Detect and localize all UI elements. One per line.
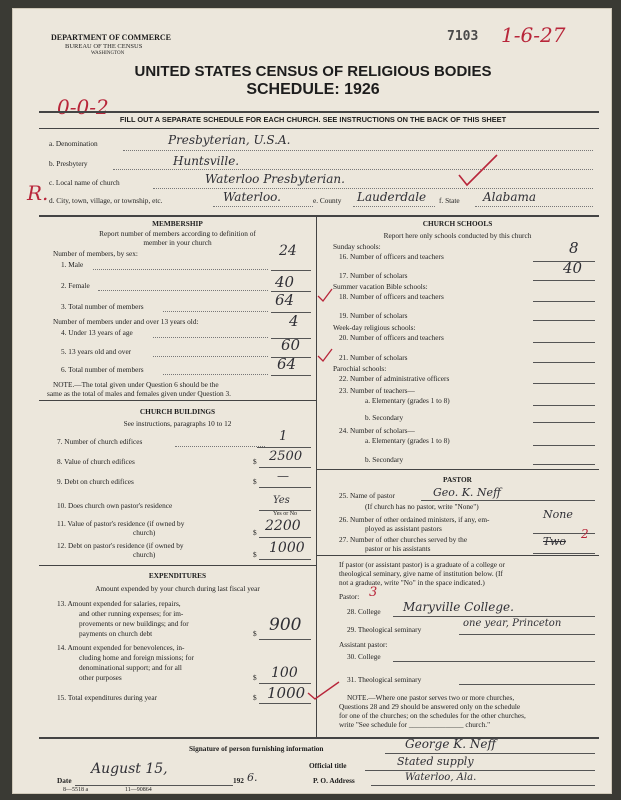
date-value: August 15,	[91, 761, 168, 777]
q9-label: 9. Debt on church edifices	[57, 477, 134, 486]
q29-label: 29. Theological seminary	[347, 625, 422, 634]
membership-title: MEMBERSHIP	[152, 219, 203, 228]
schools-instr: Report here only schools conducted by this church	[383, 231, 532, 240]
official-title-value: Stated supply	[397, 755, 474, 768]
stamp-number: 7103	[447, 29, 479, 44]
denomination-label: a. Denomination	[49, 139, 98, 148]
q13-label-4: payments on church debt	[79, 629, 153, 638]
q7-label: 7. Number of church edifices	[57, 437, 143, 446]
form-subtitle: SCHEDULE: 1926	[246, 81, 380, 98]
membership-note-1: NOTE.—The total given under Question 6 should be the	[53, 380, 219, 389]
q24a-label: a. Elementary (grades 1 to 8)	[365, 436, 450, 445]
po-address-value: Waterloo, Ala.	[405, 772, 477, 783]
q5-value: 60	[281, 336, 301, 354]
q27-value: Two	[543, 535, 566, 548]
signature-label: Signature of person furnishing information	[189, 744, 324, 753]
graduate-instr-1: If pastor (or assistant pastor) is a graduate of a college or	[339, 560, 505, 569]
state-value: Alabama	[483, 190, 537, 204]
form-instruction: FILL OUT A SEPARATE SCHEDULE FOR EACH CHURCH. SEE INSTRUCTIONS ON THE BACK OF THIS SHEET	[119, 115, 507, 124]
q5-label: 5. 13 years old and over	[61, 347, 132, 356]
margin-mark: R.	[27, 181, 49, 205]
q8-label: 8. Value of church edifices	[57, 457, 135, 466]
body-rule-top	[39, 215, 599, 217]
pastor-note-4: write "See schedule for _______________ church."	[339, 720, 491, 729]
q10-hint: Yes or No	[273, 511, 298, 517]
pastor-note-3: for one of the churches; on the schedules for the other churches,	[339, 711, 526, 720]
q13-label-2: and other running expenses; for im-	[79, 609, 184, 618]
q10-label: 10. Does church own pastor's residence	[57, 501, 173, 510]
weekday-schools-label: Week-day religious schools:	[333, 323, 416, 332]
pastor-note-2: Questions 28 and 29 should be answered only on the schedule	[339, 702, 521, 711]
q4-label: 4. Under 13 years of age	[61, 328, 133, 337]
parochial-schools-label: Parochial schools:	[333, 364, 387, 373]
church-name-label: c. Local name of church	[49, 178, 120, 187]
q3-value: 64	[275, 291, 295, 309]
q2-value: 40	[275, 273, 295, 291]
q25-value: Geo. K. Neff	[433, 486, 501, 499]
q23-label: 23. Number of teachers—	[339, 386, 415, 395]
q14-label-4: other purposes	[79, 673, 122, 682]
q11-label-2: church)	[133, 528, 156, 537]
po-address-label: P. O. Address	[313, 776, 355, 785]
official-title-label: Official title	[309, 761, 347, 770]
q11-value: 2200	[265, 518, 301, 534]
q1-value: 24	[279, 243, 297, 259]
q9-value: —	[277, 469, 289, 483]
q22-label: 22. Number of administrative officers	[339, 374, 450, 383]
pastor-note-1: NOTE.—Where one pastor serves two or more churches,	[347, 693, 515, 702]
q10-value: Yes	[273, 495, 290, 506]
q16-value: 8	[569, 239, 579, 257]
graduate-instr-3: not a graduate, write "No" in the space indicated.)	[339, 578, 485, 587]
q16-label: 16. Number of officers and teachers	[339, 252, 444, 261]
q17-label: 17. Number of scholars	[339, 271, 408, 280]
q13-value: 900	[269, 615, 302, 635]
red-check-mark	[453, 151, 503, 191]
year-value: 6.	[247, 771, 258, 784]
form-code-1: 8—5518 a	[63, 787, 89, 793]
buildings-instr: See instructions, paragraphs 10 to 12	[123, 419, 232, 428]
q29-value: one year, Princeton	[463, 618, 562, 629]
q11-label-1: 11. Value of pastor's residence (if owned by	[57, 519, 185, 528]
q15-label: 15. Total expenditures during year	[57, 693, 158, 702]
q27-label-2: pastor or his assistants	[365, 544, 431, 553]
city-heading: WASHINGTON	[91, 51, 125, 56]
city-label: d. City, town, village, or township, etc.	[49, 196, 163, 205]
pastor-subheading: Pastor:	[339, 592, 360, 601]
date-label: Date	[57, 776, 72, 785]
q27-red-value: 2	[581, 527, 589, 541]
q6-label: 6. Total number of members	[61, 365, 144, 374]
q18-label: 18. Number of officers and teachers	[339, 292, 444, 301]
q15-value: 1000	[267, 684, 306, 702]
q20-label: 20. Number of officers and teachers	[339, 333, 444, 342]
q24b-label: b. Secondary	[365, 455, 404, 464]
header-rule-top	[39, 111, 599, 113]
q6-value: 64	[277, 355, 297, 373]
q28-value: Maryville College.	[403, 600, 514, 614]
age-line-label: Number of members under and over 13 years old:	[53, 317, 199, 326]
membership-instr-1: Report number of members according to definition of	[99, 229, 256, 238]
q14-label-3: denominational support; and for all	[79, 663, 182, 672]
q25-label: 25. Name of pastor	[339, 491, 395, 500]
expenditures-title: EXPENDITURES	[148, 571, 207, 580]
county-label: e. County	[313, 196, 342, 205]
red-check-q21	[315, 347, 335, 365]
q26-value: None	[543, 508, 573, 521]
buildings-title: CHURCH BUILDINGS	[139, 407, 216, 416]
q7-value: 1	[279, 429, 288, 444]
census-schedule-sheet: DEPARTMENT OF COMMERCE BUREAU OF THE CENSUS WASHINGTON 7103 1-6-27 UNITED STATES CENSUS OF RELIGIOUS BODIES SCHEDULE: 1926 0-0-2 FILL OUT A SEPARATE SCHEDULE FOR EACH CHURCH. SEE INSTRUCTIONS ON THE BACK OF THIS SHEET a. Denomination Presbyterian, U.S.A. b. Presbytery Huntsville. c. Local name of church Waterloo Presbyterian. R. d. City, town, village, or township, etc. Waterloo. e. County Lauderdale f. State Alabama MEMBERSHIP Report number of members according to definition of member in your church Number of members, by sex: 1. Male 24 2. Female 40 3. Total number of members 64 Number of members under and over 13 years old: 4. Under 13 years of age 4 5. 13 years old and over 60 6. Total number of members 64 NOTE.—The total given under Question 6 should be the same as the total of males and females given under Question 3. CHURCH BUILDINGS See instructions, paragraphs 10 to 12 7. Number of church edifices 1 8. Value of church edifices $ 2500 9. Debt on church edifices $ — 10. Does church own pastor's residence Yes Yes or No 11. Value of pastor's residence (if owned by church) $ 2200 12. Debt on pastor's residence (if owned by church) $ 1000 EXPENDITURES Amount expended by your church during last fiscal year 13. Amount expended for salaries, repairs, and other running expenses; for im- provements or new buildings; and for payments on church debt $ 900 14. Amount expended for benevolences, in- cluding home and foreign missions; for denominational support; and for all other purposes $ 100 15. Total expenditures during year $ 1000 CHURCH SCHOOLS Report here only schools conducted by this church Sunday schools: 16. Number of officers and teachers 8 17. Number of scholars 40 Summer vacation Bible schools: 18. Number of officers and teachers 19. Number of scholars Week-day religious schools: 20. Number of officers and teachers 21. Number of scholars Parochial schools: 22. Number of administrative officers 23. Number of teachers— a. Elementary (grades 1 to 8) b. Secondary 24. Number of scholars— a. Elementary (grades 1 to 8) b. Secondary PASTOR 25. Name of pastor Geo. K. Neff (If church has no pastor, write "None") 26. Number of other ordained ministers, if any, em- ployed as assistant pastors None 27. Number of other churches served by the pastor or his assistants Two 2 If pastor (or assistant pastor) is a graduate of a college or theological seminary, give name of institution below. (If not a graduate, write "No" in the space indicated.) Pastor: 3 28. College Maryville College. 29. Theological seminary one year, Princeton Assistant pastor: 30. College 31. Theological seminary NOTE.—Where one pastor serves two or more churches, Questions 28 and 29 should be answered only on the schedule for one of the churches; on the schedules for the other churches, write "See schedule for _______________ church." Signature of person furnishing information George K. Neff Official title Stated supply Date August 15, 192 6. P. O. Address Waterloo, Ala. 8—5518 a 11—90864	[12, 8, 612, 794]
graduate-instr-2: theological seminary, give name of institution below. (If	[339, 569, 503, 578]
q14-label-2: cluding home and foreign missions; for	[79, 653, 194, 662]
expenditures-instr: Amount expended by your church during last fiscal year	[95, 584, 260, 593]
county-value: Lauderdale	[357, 190, 427, 204]
q27-label-1: 27. Number of other churches served by the	[339, 535, 468, 544]
q31-label: 31. Theological seminary	[347, 675, 422, 684]
signature-value: George K. Neff	[405, 737, 496, 751]
q24-label: 24. Number of scholars—	[339, 426, 415, 435]
pastor-title: PASTOR	[443, 475, 472, 484]
q4-value: 4	[289, 312, 299, 330]
q2-label: 2. Female	[61, 281, 90, 290]
q21-label: 21. Number of scholars	[339, 353, 408, 362]
q13-label-3: provements or new buildings; and for	[79, 619, 189, 628]
department-heading: DEPARTMENT OF COMMERCE	[51, 33, 172, 42]
q23b-label: b. Secondary	[365, 413, 404, 422]
pastor-red-mark: 3	[369, 585, 378, 600]
schools-title: CHURCH SCHOOLS	[422, 219, 493, 228]
assistant-pastor-subheading: Assistant pastor:	[339, 640, 388, 649]
header-rule-bottom	[39, 128, 599, 129]
year-prefix: 192	[233, 776, 244, 785]
stamp-date: 1-6-27	[501, 23, 566, 47]
presbytery-label: b. Presbytery	[49, 159, 88, 168]
q26-label-2: ployed as assistant pastors	[365, 524, 442, 533]
red-check-q18	[315, 287, 335, 305]
denomination-value: Presbyterian, U.S.A.	[168, 133, 291, 147]
form-title: UNITED STATES CENSUS OF RELIGIOUS BODIES	[134, 63, 492, 80]
church-name-value: Waterloo Presbyterian.	[205, 172, 345, 186]
q12-label-2: church)	[133, 550, 156, 559]
q1-label: 1. Male	[61, 260, 84, 269]
presbytery-value: Huntsville.	[173, 154, 240, 168]
q25-note: (If church has no pastor, write "None")	[365, 502, 479, 511]
form-code-2: 11—90864	[125, 787, 152, 793]
body-rule-bottom	[39, 737, 599, 739]
membership-instr-2: member in your church	[143, 238, 212, 247]
q28-label: 28. College	[347, 607, 381, 616]
red-code: 0-0-2	[57, 95, 109, 119]
q8-value: 2500	[269, 449, 303, 464]
q12-value: 1000	[269, 540, 305, 556]
city-value: Waterloo.	[223, 190, 281, 204]
q23a-label: a. Elementary (grades 1 to 8)	[365, 396, 450, 405]
bureau-heading: BUREAU OF THE CENSUS	[65, 43, 143, 50]
q12-label-1: 12. Debt on pastor's residence (if owned by	[57, 541, 184, 550]
red-check-q15	[305, 679, 345, 703]
membership-note-2: same as the total of males and females given under Question 3.	[47, 389, 231, 398]
sunday-schools-label: Sunday schools:	[333, 242, 381, 251]
q3-label: 3. Total number of members	[61, 302, 144, 311]
q26-label-1: 26. Number of other ordained ministers, if any, em-	[339, 515, 490, 524]
q14-label-1: 14. Amount expended for benevolences, in-	[57, 643, 185, 652]
q13-label-1: 13. Amount expended for salaries, repairs,	[57, 599, 181, 608]
q30-label: 30. College	[347, 652, 381, 661]
members-by-sex-label: Number of members, by sex:	[53, 249, 138, 258]
state-label: f. State	[439, 196, 460, 205]
q14-value: 100	[271, 665, 298, 681]
q17-value: 40	[563, 259, 583, 277]
summer-schools-label: Summer vacation Bible schools:	[333, 282, 428, 291]
q19-label: 19. Number of scholars	[339, 311, 408, 320]
